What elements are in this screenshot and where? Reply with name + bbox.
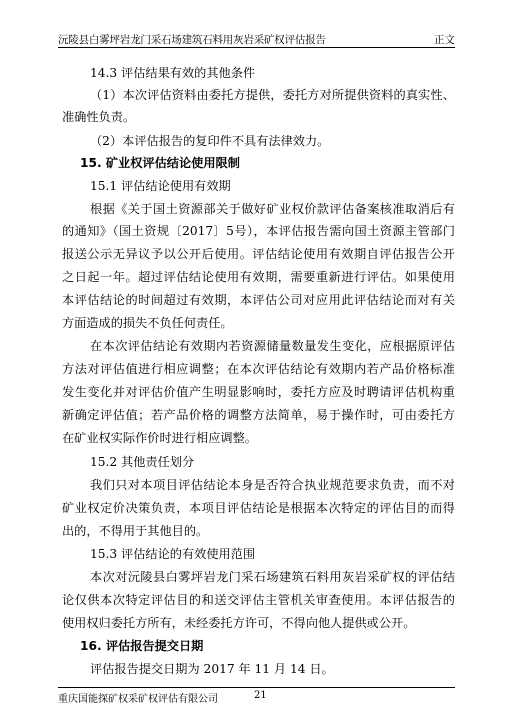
paragraph-line: 根据《关于国土资源部关于做好矿业权价款评估备案核准取消后有 [90, 202, 455, 216]
paragraph-line: 发生变化并对评估价值产生明显影响时，委托方应及时聘请评估机构重 [62, 385, 455, 399]
report-title: 沅陵县白雾坪岩龙门采石场建筑石料用灰岩采矿权评估报告 [58, 34, 326, 46]
paragraph-line: 论仅供本次特定评估目的和送交评估主管机关审查使用。本评估报告的 [62, 593, 455, 607]
paragraph-line: 方法对评估值进行相应调整；在本次评估结论有效期内若产品价格标准 [62, 362, 455, 376]
paragraph-line: 本次对沅陵县白雾坪岩龙门采石场建筑石料用灰岩采矿权的评估结 [90, 570, 455, 584]
paragraph-line: 出的，不得用于其他目的。 [62, 524, 209, 538]
page-header [58, 28, 455, 48]
paragraph-line: 准确性负责。 [62, 110, 136, 124]
paragraph-line: 矿业权定价决策负责，本项目评估结论是根据本次特定的评估目的而得 [62, 501, 455, 515]
paragraph-line: 使用权归委托方所有，未经委托方许可，不得向他人提供或公开。 [62, 616, 416, 630]
footer-divider [58, 687, 455, 688]
paragraph-line: 在本次评估结论有效期内若资源储量数量发生变化，应根据原评估 [90, 339, 455, 353]
heading-15-3: 15.3 评估结论的有效使用范围 [90, 547, 256, 561]
paragraph-line: 我们只对本项目评估结论本身是否符合执业规范要求负责，而不对 [90, 478, 455, 492]
heading-15: 15. 矿业权评估结论使用限制 [80, 156, 240, 170]
heading-14-3: 14.3 评估结果有效的其他条件 [90, 66, 256, 80]
paragraph-line: （1）本次评估资料由委托方提供，委托方对所提供资料的真实性、 [90, 88, 455, 102]
paragraph-line: 报送公示无异议予以公开后使用。评估结论使用有效期自评估报告公开 [62, 247, 455, 261]
page-number: 21 [254, 690, 267, 701]
paragraph-line: 的通知》（国土资规〔2017〕5号），本评估报告需向国土资源主管部门 [62, 224, 455, 238]
paragraph-line: 方面造成的损失不负任何责任。 [62, 316, 233, 330]
paragraph-line: 本评估结论的时间超过有效期，本评估公司对应用此评估结论而对有关 [62, 293, 455, 307]
heading-15-2: 15.2 其他责任划分 [90, 455, 195, 469]
header-divider [58, 47, 455, 48]
section-label: 正文 [434, 34, 455, 46]
paragraph-line: 新确定评估值；若产品价格的调整方法简单，易于操作时，可由委托方 [62, 408, 455, 422]
heading-16: 16. 评估报告提交日期 [80, 639, 204, 653]
company-name: 重庆国能探矿权采矿权评估有限公司 [58, 694, 218, 705]
paragraph-line: 评估报告提交日期为 2017 年 11 月 14 日。 [90, 662, 334, 676]
paragraph-line: （2）本评估报告的复印件不具有法律效力。 [90, 134, 330, 148]
page-footer [58, 690, 455, 708]
heading-15-1: 15.1 评估结论使用有效期 [90, 179, 231, 193]
paragraph-line: 在矿业权实际作价时进行相应调整。 [62, 431, 257, 445]
paragraph-line: 之日起一年。超过评估结论使用有效期，需要重新进行评估。如果使用 [62, 270, 455, 284]
